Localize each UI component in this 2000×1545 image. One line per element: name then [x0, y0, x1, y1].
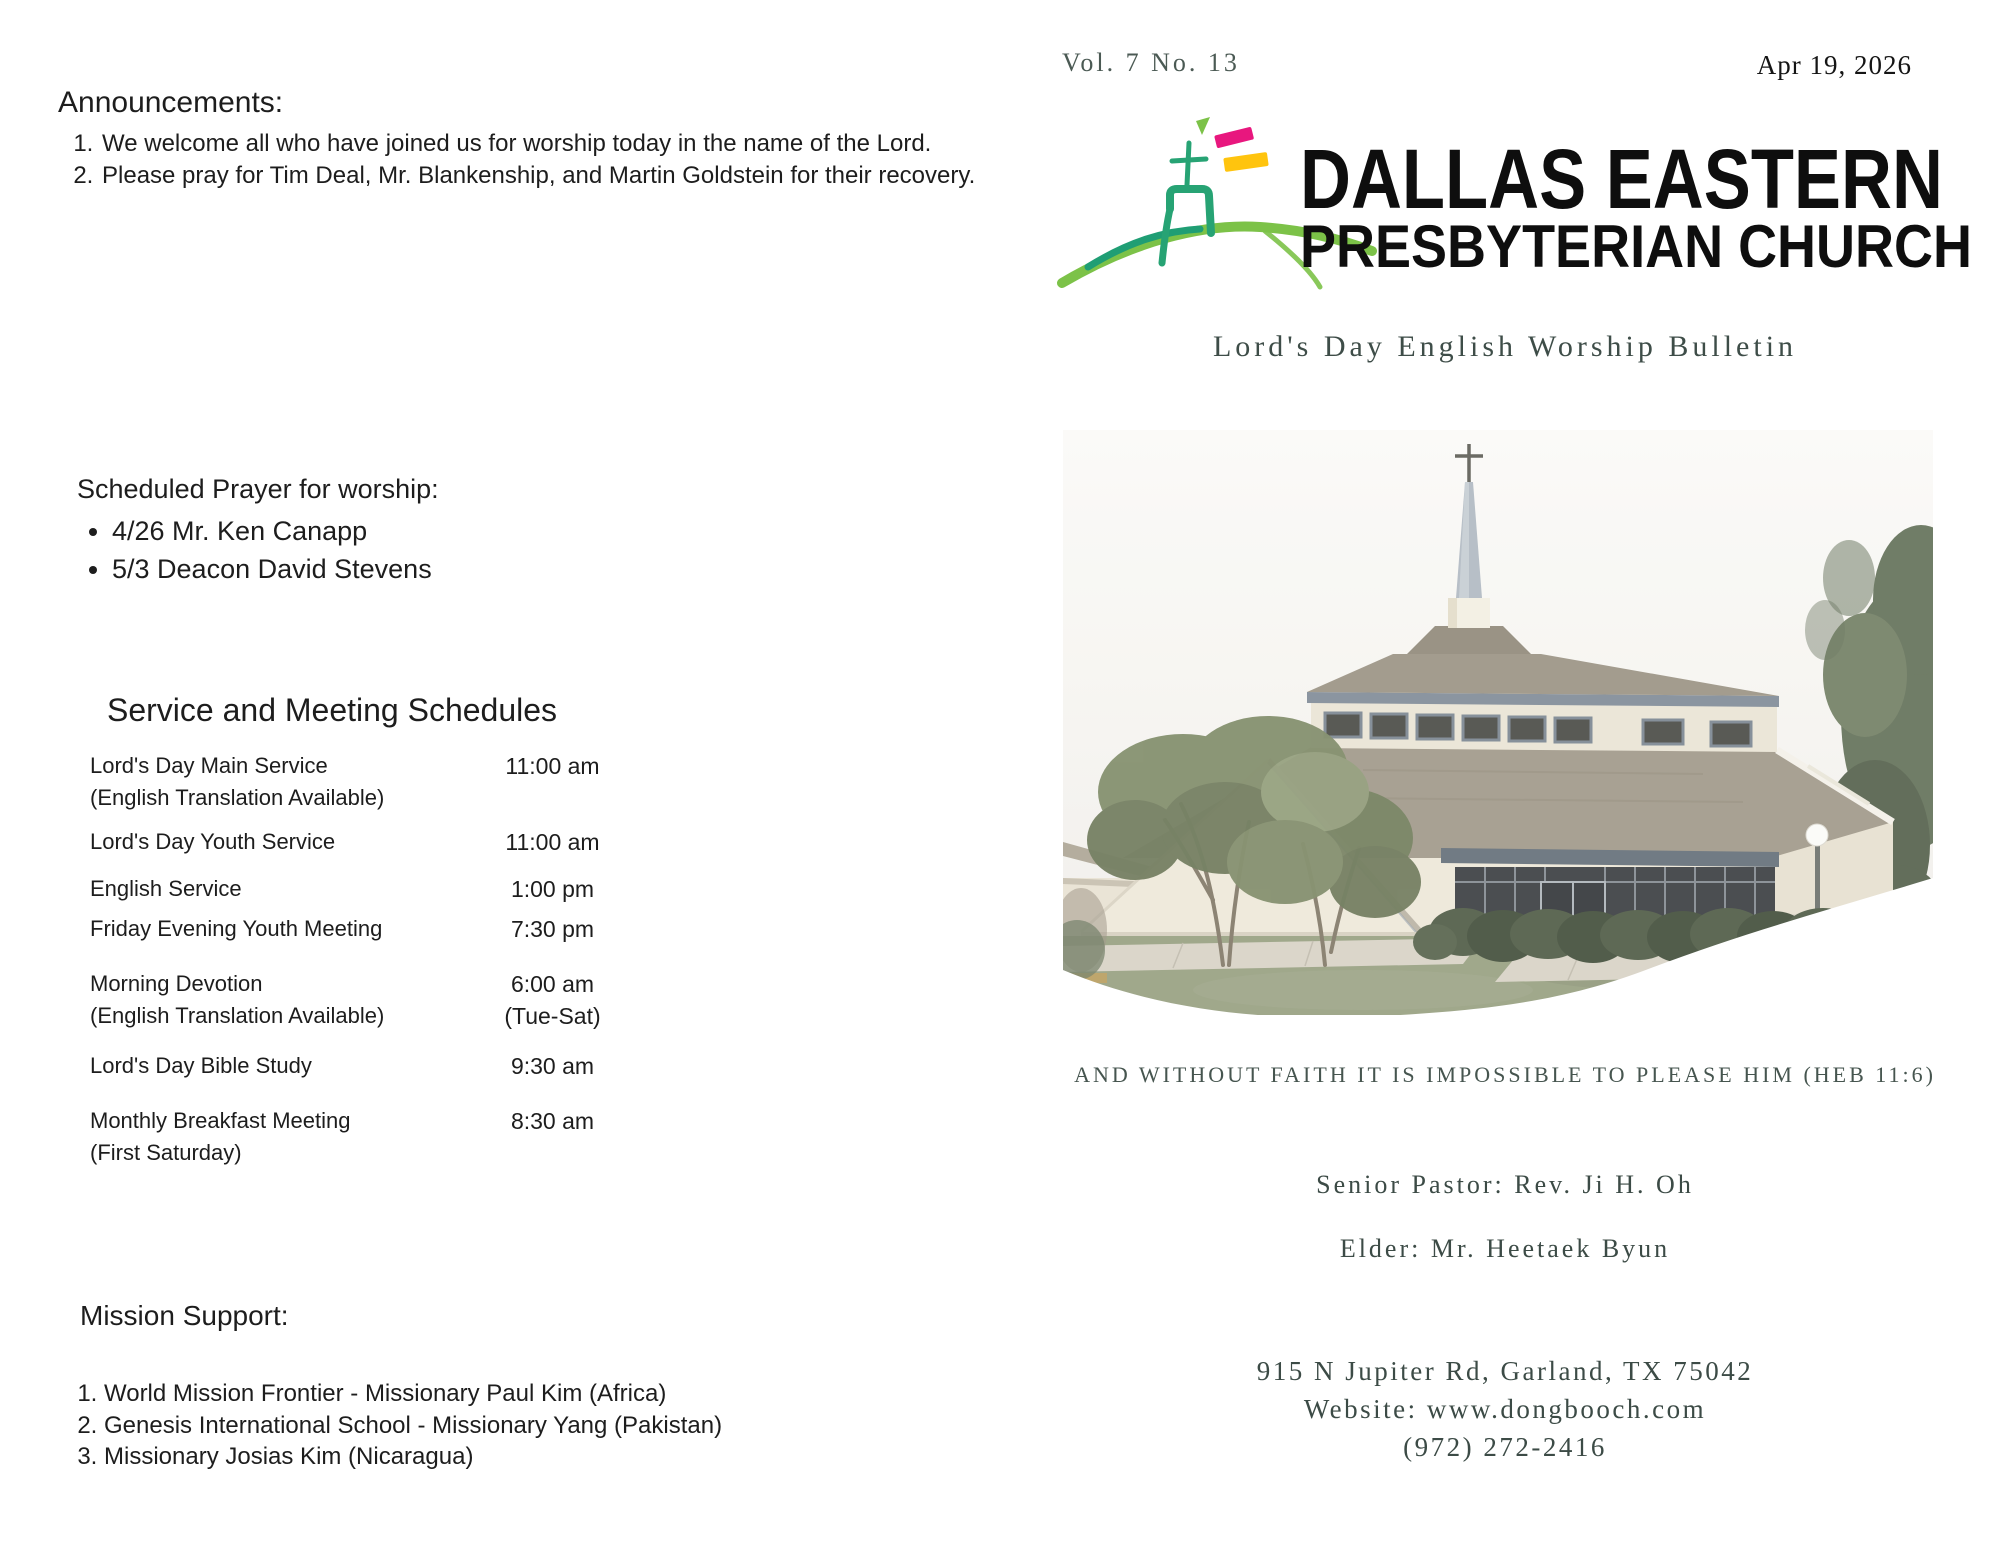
contact-block [1060, 1352, 1950, 1466]
schedule-row [90, 826, 650, 858]
schedule-row [90, 750, 650, 814]
bulletin-tagline: Lord's Day English Worship Bulletin [1212, 330, 1798, 363]
address-line: 915 N Jupiter Rd, Garland, TX 75042 [1256, 1356, 1754, 1386]
church-name-line2: PRESBYTERIAN CHURCH [1300, 213, 1973, 280]
announcements-list [64, 128, 1040, 192]
schedule-row [90, 1105, 650, 1169]
prayer-item: • 5/3 Deacon David Stevens [112, 550, 812, 588]
volume-number: Vol. 7 No. 13 [1062, 48, 1240, 77]
mission-support-heading: Mission Support: [80, 1300, 289, 1331]
announcement-item: 2. Please pray for Tim Deal, Mr. Blankenship, and Martin Goldstein for their recovery. [100, 160, 1040, 192]
scheduled-prayer-list [70, 512, 812, 588]
schedule-time: 7:30 pm [510, 916, 595, 942]
schedule-label: Friday Evening Youth Meeting [90, 916, 383, 941]
mission-item: 1. World Mission Frontier - Missionary Paul Kim (Africa) [104, 1378, 924, 1410]
phone-line: (972) 272-2416 [1403, 1432, 1607, 1462]
schedule-label: English Service [90, 876, 242, 901]
website-line: Website: www.dongbooch.com [1303, 1394, 1707, 1424]
schedule-row [90, 1050, 650, 1082]
scripture-verse: AND WITHOUT FAITH IT IS IMPOSSIBLE TO PLEASE HIM (HEB 11:6) [1074, 1062, 1936, 1087]
prayer-item: • 4/26 Mr. Ken Canapp [112, 512, 812, 550]
schedule-time: 9:30 am [510, 1053, 595, 1079]
schedule-time: 1:00 pm [510, 876, 595, 902]
church-name [1300, 132, 2000, 280]
scheduled-prayer-heading: Scheduled Prayer for worship: [77, 474, 439, 504]
senior-pastor-line: Senior Pastor: Rev. Ji H. Oh [1316, 1170, 1694, 1199]
schedule-table [90, 750, 650, 1169]
schedule-label: Lord's Day Bible Study [90, 1053, 312, 1078]
schedule-row [90, 913, 650, 945]
schedule-time: 6:00 am (Tue-Sat) [504, 971, 601, 1029]
issue-date: Apr 19, 2026 [1756, 50, 1912, 80]
announcement-item: 1. We welcome all who have joined us for worship today in the name of the Lord. [100, 128, 1040, 160]
announcements-heading: Announcements: [58, 86, 284, 119]
schedule-label: Lord's Day Main Service (English Translation Available) [90, 753, 385, 810]
schedules-heading: Service and Meeting Schedules [107, 692, 558, 728]
mission-item: 3. Missionary Josias Kim (Nicaragua) [104, 1441, 924, 1473]
schedule-time: 11:00 am [505, 829, 600, 855]
schedule-row [90, 873, 650, 905]
church-building-photo [1063, 430, 1933, 1015]
schedule-label: Lord's Day Youth Service [90, 829, 336, 854]
mission-item: 2. Genesis International School - Missionary Yang (Pakistan) [104, 1410, 924, 1442]
schedule-label: Morning Devotion (English Translation Available) [90, 971, 385, 1028]
schedule-time: 8:30 am [510, 1108, 595, 1134]
elder-line: Elder: Mr. Heetaek Byun [1339, 1234, 1671, 1263]
schedule-time: 11:00 am [505, 753, 600, 779]
mission-support-list [66, 1378, 924, 1473]
schedule-row [90, 968, 650, 1032]
church-name-line1: DALLAS EASTERN [1300, 132, 1943, 226]
schedule-label: Monthly Breakfast Meeting (First Saturday) [90, 1108, 351, 1165]
